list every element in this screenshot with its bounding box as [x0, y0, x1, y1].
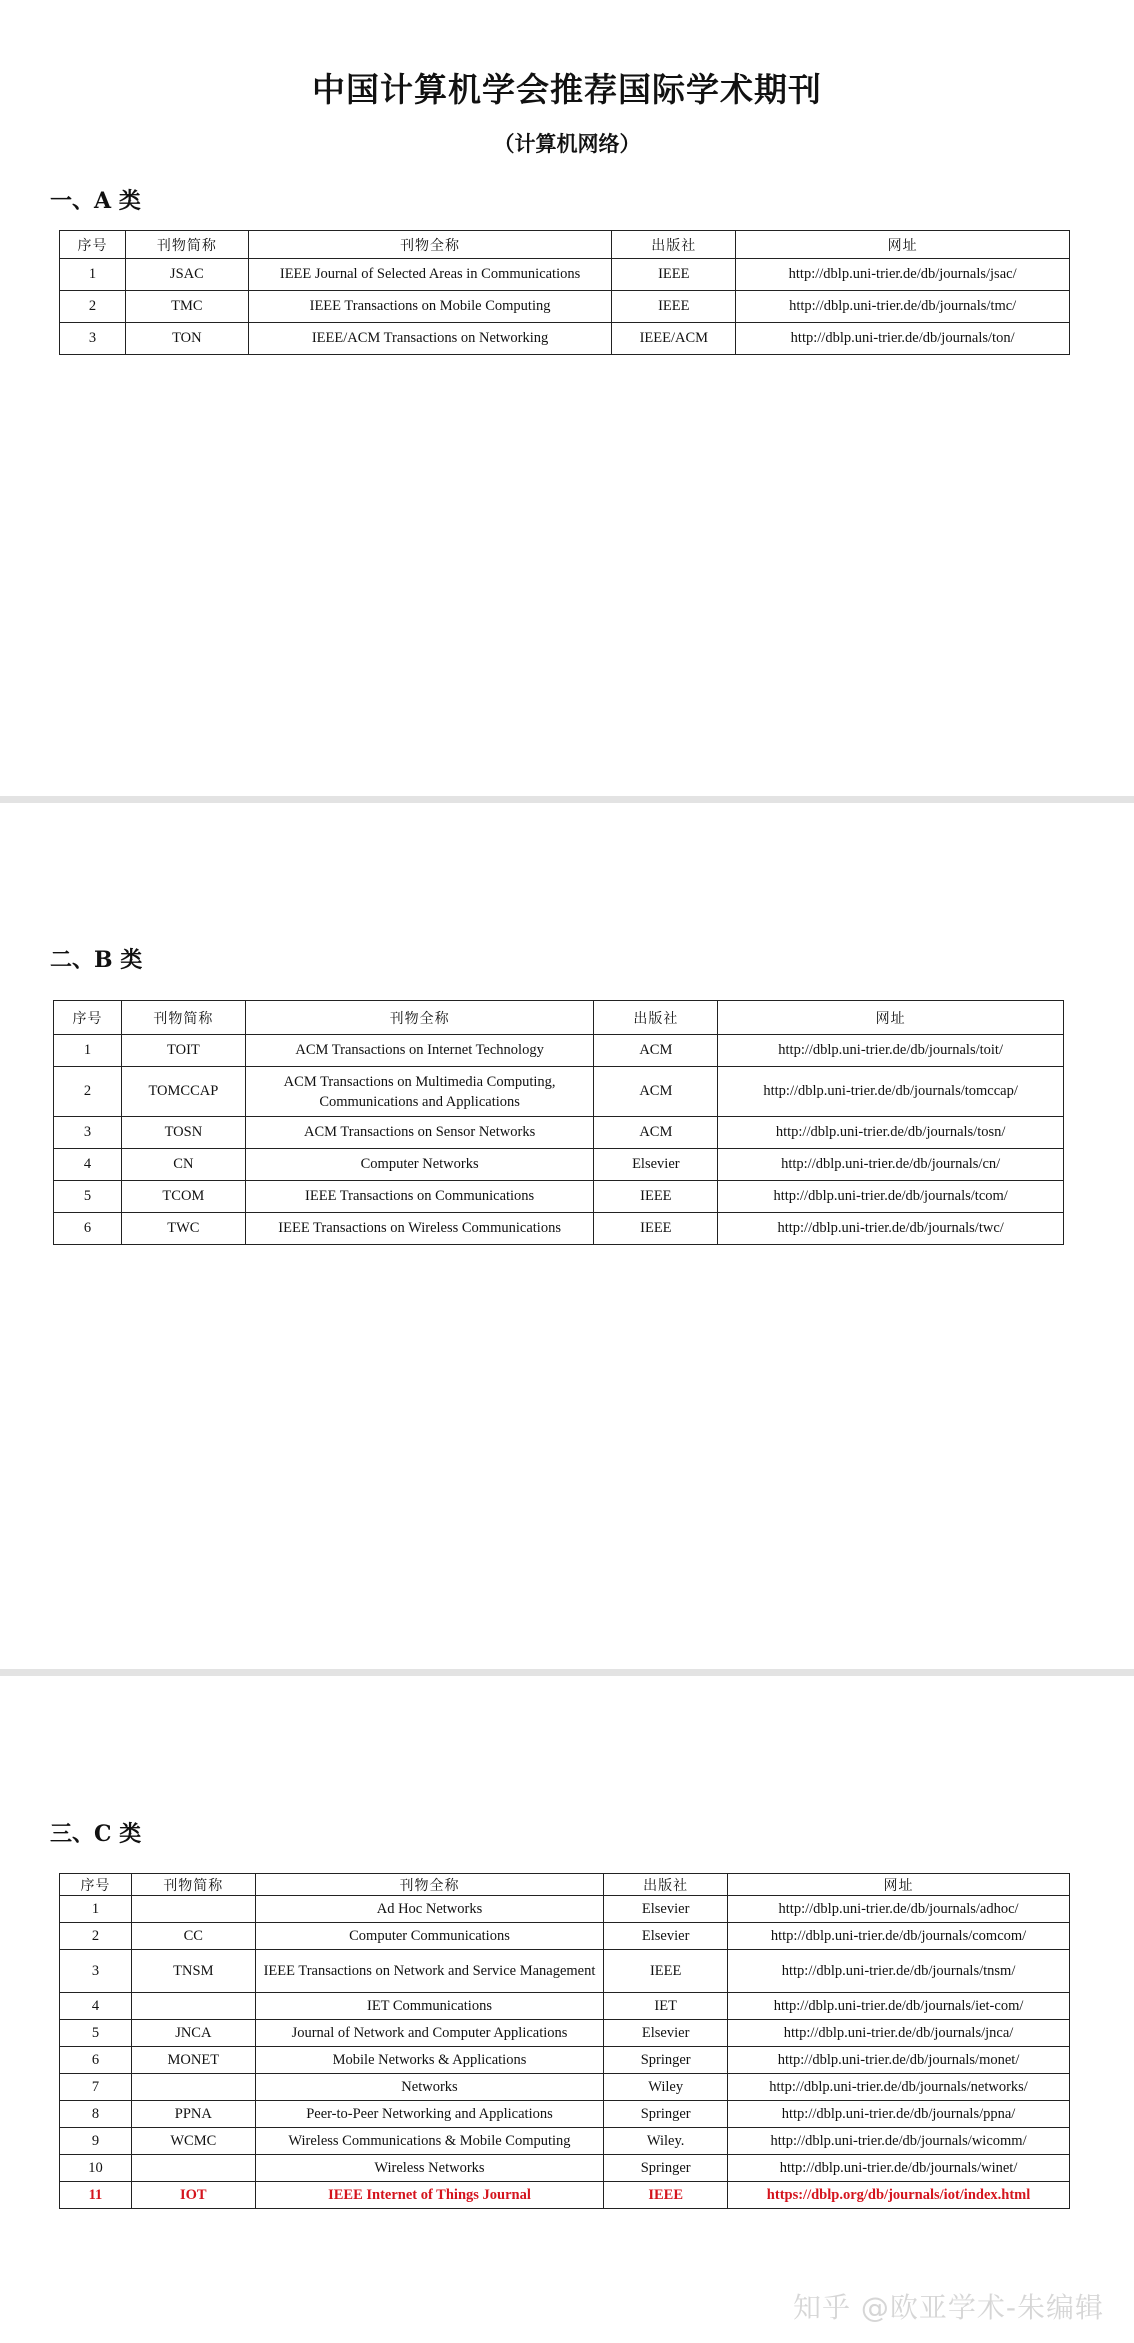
- cell-publisher: Elsevier: [604, 1896, 728, 1923]
- table-row: [60, 1950, 1070, 1993]
- cell-publisher: Elsevier: [604, 1923, 728, 1950]
- cell-publisher: Elsevier: [594, 1149, 718, 1181]
- cell-abbr: TNSM: [131, 1950, 255, 1993]
- cell-abbr: TOIT: [121, 1035, 245, 1067]
- table-b-journals: [53, 1000, 1064, 1245]
- cell-publisher: ACM: [594, 1117, 718, 1149]
- page-3: [0, 1676, 1134, 2343]
- column-header-seq: 序号: [54, 1001, 122, 1035]
- cell-fullname: IEEE Transactions on Network and Service Management: [255, 1950, 603, 1993]
- column-header-fullname: 刊物全称: [248, 231, 612, 259]
- cell-fullname: Peer-to-Peer Networking and Applications: [255, 2101, 603, 2128]
- cell-seq: 1: [60, 1896, 132, 1923]
- cell-publisher: ACM: [594, 1035, 718, 1067]
- cell-publisher: Springer: [604, 2155, 728, 2182]
- cell-abbr: [131, 2074, 255, 2101]
- table-row: [60, 1896, 1070, 1923]
- watermark: 知乎 @欧亚学术-朱编辑: [792, 2291, 1104, 2324]
- cell-fullname: ACM Transactions on Internet Technology: [245, 1035, 594, 1067]
- cell-fullname: IEEE Internet of Things Journal: [255, 2182, 603, 2209]
- cell-publisher: IEEE: [612, 259, 736, 291]
- cell-publisher: IEEE: [604, 1950, 728, 1993]
- table-header-row: [60, 1874, 1070, 1896]
- column-header-abbr: 刊物简称: [121, 1001, 245, 1035]
- cell-url[interactable]: http://dblp.uni-trier.de/db/journals/monet/: [728, 2047, 1070, 2074]
- cell-url[interactable]: http://dblp.uni-trier.de/db/journals/cn/: [718, 1149, 1064, 1181]
- cell-abbr: JNCA: [131, 2020, 255, 2047]
- cell-seq: 2: [60, 291, 126, 323]
- table-row: [54, 1067, 1064, 1117]
- cell-seq: 5: [60, 2020, 132, 2047]
- cell-fullname: IEEE Journal of Selected Areas in Communications: [248, 259, 612, 291]
- table-row: [60, 291, 1070, 323]
- document-subtitle: （计算机网络）: [493, 131, 641, 156]
- section-b-heading: 二、B 类: [50, 947, 143, 973]
- cell-url[interactable]: http://dblp.uni-trier.de/db/journals/tomccap/: [718, 1067, 1064, 1117]
- cell-seq: 9: [60, 2128, 132, 2155]
- cell-abbr: [131, 2155, 255, 2182]
- cell-fullname: Computer Networks: [245, 1149, 594, 1181]
- cell-fullname: IEEE Transactions on Mobile Computing: [248, 291, 612, 323]
- cell-publisher: Springer: [604, 2047, 728, 2074]
- cell-publisher: IET: [604, 1993, 728, 2020]
- table-header-row: [54, 1001, 1064, 1035]
- table-row: [60, 2155, 1070, 2182]
- table-row: [54, 1181, 1064, 1213]
- cell-url[interactable]: http://dblp.uni-trier.de/db/journals/tosn/: [718, 1117, 1064, 1149]
- cell-url[interactable]: http://dblp.uni-trier.de/db/journals/adhoc/: [728, 1896, 1070, 1923]
- page-1: [0, 0, 1134, 796]
- cell-abbr: WCMC: [131, 2128, 255, 2155]
- cell-fullname: Ad Hoc Networks: [255, 1896, 603, 1923]
- column-header-seq: 序号: [60, 1874, 132, 1896]
- cell-seq: 6: [54, 1213, 122, 1245]
- table-a-journals: [59, 230, 1070, 355]
- cell-seq: 4: [54, 1149, 122, 1181]
- cell-publisher: IEEE/ACM: [612, 323, 736, 355]
- cell-publisher: IEEE: [594, 1213, 718, 1245]
- table-row: [54, 1213, 1064, 1245]
- cell-url[interactable]: http://dblp.uni-trier.de/db/journals/twc/: [718, 1213, 1064, 1245]
- cell-publisher: Elsevier: [604, 2020, 728, 2047]
- cell-fullname: Mobile Networks & Applications: [255, 2047, 603, 2074]
- cell-publisher: IEEE: [594, 1181, 718, 1213]
- cell-url[interactable]: http://dblp.uni-trier.de/db/journals/networks/: [728, 2074, 1070, 2101]
- column-header-fullname: 刊物全称: [255, 1874, 603, 1896]
- page-separator: [0, 1669, 1134, 1676]
- cell-url[interactable]: http://dblp.uni-trier.de/db/journals/iet-com/: [728, 1993, 1070, 2020]
- column-header-url: 网址: [736, 231, 1070, 259]
- cell-abbr: MONET: [131, 2047, 255, 2074]
- table-header-row: [60, 231, 1070, 259]
- cell-url[interactable]: http://dblp.uni-trier.de/db/journals/winet/: [728, 2155, 1070, 2182]
- cell-fullname: ACM Transactions on Sensor Networks: [245, 1117, 594, 1149]
- cell-seq: 2: [54, 1067, 122, 1117]
- cell-abbr: TOMCCAP: [121, 1067, 245, 1117]
- cell-seq: 6: [60, 2047, 132, 2074]
- cell-publisher: Wiley: [604, 2074, 728, 2101]
- cell-abbr: CN: [121, 1149, 245, 1181]
- cell-fullname: Wireless Networks: [255, 2155, 603, 2182]
- table-row: [60, 323, 1070, 355]
- cell-fullname: Networks: [255, 2074, 603, 2101]
- cell-fullname: IEEE Transactions on Communications: [245, 1181, 594, 1213]
- cell-seq: 1: [54, 1035, 122, 1067]
- table-row: [60, 1993, 1070, 2020]
- cell-publisher: ACM: [594, 1067, 718, 1117]
- cell-fullname: IET Communications: [255, 1993, 603, 2020]
- column-header-abbr: 刊物简称: [131, 1874, 255, 1896]
- document-title: 中国计算机学会推荐国际学术期刊: [312, 70, 822, 109]
- cell-publisher: IEEE: [612, 291, 736, 323]
- cell-publisher: Springer: [604, 2101, 728, 2128]
- cell-url[interactable]: http://dblp.uni-trier.de/db/journals/ppna/: [728, 2101, 1070, 2128]
- column-header-publisher: 出版社: [594, 1001, 718, 1035]
- column-header-seq: 序号: [60, 231, 126, 259]
- cell-seq: 2: [60, 1923, 132, 1950]
- table-row: [60, 2101, 1070, 2128]
- cell-url[interactable]: http://dblp.uni-trier.de/db/journals/jsac/: [736, 259, 1070, 291]
- cell-abbr: TWC: [121, 1213, 245, 1245]
- column-header-url: 网址: [718, 1001, 1064, 1035]
- cell-seq: 11: [60, 2182, 132, 2209]
- cell-abbr: PPNA: [131, 2101, 255, 2128]
- table-row: [60, 1923, 1070, 1950]
- table-row: [60, 259, 1070, 291]
- table-row: [54, 1035, 1064, 1067]
- cell-url[interactable]: http://dblp.uni-trier.de/db/journals/comcom/: [728, 1923, 1070, 1950]
- cell-fullname: Journal of Network and Computer Applications: [255, 2020, 603, 2047]
- cell-fullname: Computer Communications: [255, 1923, 603, 1950]
- page-2: [0, 803, 1134, 1669]
- cell-url[interactable]: http://dblp.uni-trier.de/db/journals/wicomm/: [728, 2128, 1070, 2155]
- cell-abbr: TCOM: [121, 1181, 245, 1213]
- cell-fullname: Wireless Communications & Mobile Computing: [255, 2128, 603, 2155]
- table-row: [60, 2074, 1070, 2101]
- column-header-url: 网址: [728, 1874, 1070, 1896]
- cell-url[interactable]: http://dblp.uni-trier.de/db/journals/ton/: [736, 323, 1070, 355]
- cell-abbr: [131, 1993, 255, 2020]
- section-c-heading: 三、C 类: [50, 1821, 142, 1847]
- table-c-journals: [59, 1873, 1070, 2209]
- cell-url[interactable]: http://dblp.uni-trier.de/db/journals/toit/: [718, 1035, 1064, 1067]
- cell-url[interactable]: http://dblp.uni-trier.de/db/journals/jnca/: [728, 2020, 1070, 2047]
- cell-fullname: IEEE/ACM Transactions on Networking: [248, 323, 612, 355]
- column-header-publisher: 出版社: [604, 1874, 728, 1896]
- cell-seq: 3: [60, 323, 126, 355]
- cell-seq: 8: [60, 2101, 132, 2128]
- table-row: [60, 2047, 1070, 2074]
- table-row: [60, 2128, 1070, 2155]
- cell-abbr: [131, 1896, 255, 1923]
- cell-abbr: TMC: [125, 291, 248, 323]
- column-header-abbr: 刊物简称: [125, 231, 248, 259]
- cell-abbr: TON: [125, 323, 248, 355]
- column-header-publisher: 出版社: [612, 231, 736, 259]
- column-header-fullname: 刊物全称: [245, 1001, 594, 1035]
- table-row: [60, 2020, 1070, 2047]
- cell-publisher: IEEE: [604, 2182, 728, 2209]
- cell-seq: 1: [60, 259, 126, 291]
- cell-seq: 3: [54, 1117, 122, 1149]
- cell-seq: 5: [54, 1181, 122, 1213]
- cell-fullname: ACM Transactions on Multimedia Computing, Communications and Applications: [245, 1067, 594, 1117]
- cell-seq: 7: [60, 2074, 132, 2101]
- cell-seq: 3: [60, 1950, 132, 1993]
- cell-publisher: Wiley.: [604, 2128, 728, 2155]
- cell-abbr: IOT: [131, 2182, 255, 2209]
- cell-url[interactable]: https://dblp.org/db/journals/iot/index.html: [728, 2182, 1070, 2209]
- table-row: [60, 2182, 1070, 2209]
- cell-url[interactable]: http://dblp.uni-trier.de/db/journals/tmc/: [736, 291, 1070, 323]
- table-row: [54, 1149, 1064, 1181]
- cell-abbr: CC: [131, 1923, 255, 1950]
- cell-seq: 4: [60, 1993, 132, 2020]
- cell-url[interactable]: http://dblp.uni-trier.de/db/journals/tcom/: [718, 1181, 1064, 1213]
- cell-abbr: JSAC: [125, 259, 248, 291]
- cell-seq: 10: [60, 2155, 132, 2182]
- section-a-heading: 一、A 类: [50, 188, 141, 214]
- cell-fullname: IEEE Transactions on Wireless Communications: [245, 1213, 594, 1245]
- cell-abbr: TOSN: [121, 1117, 245, 1149]
- table-row: [54, 1117, 1064, 1149]
- cell-url[interactable]: http://dblp.uni-trier.de/db/journals/tnsm/: [728, 1950, 1070, 1993]
- page-separator: [0, 796, 1134, 803]
